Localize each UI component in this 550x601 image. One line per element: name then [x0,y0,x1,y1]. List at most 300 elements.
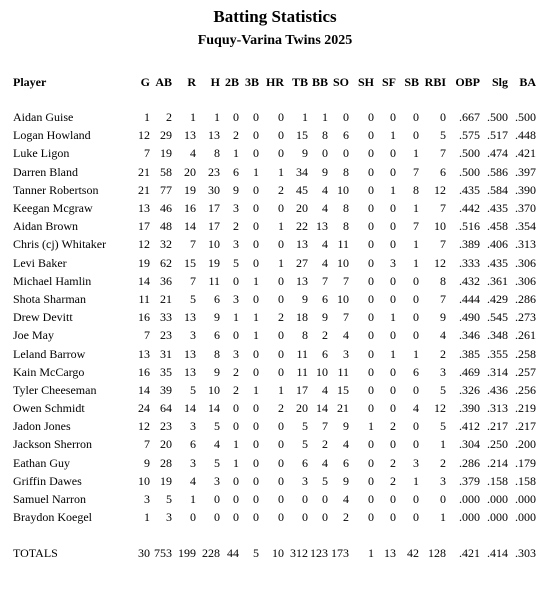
stat-g: 16 [138,310,150,325]
stat-ba: .397 [515,164,536,179]
stat-tb: 15 [296,128,308,143]
stat-sf: 13 [384,546,396,561]
table-row [8,490,536,508]
stat-tb: 0 [302,510,308,525]
stat-bb: 2 [322,328,328,343]
stat-ba: .261 [515,328,536,343]
header-ab: AB [155,75,172,89]
stat-rbi: 128 [428,546,446,561]
stat-rbi: 2 [440,346,446,361]
stat-r: 3 [190,328,196,343]
stat-g: 12 [138,237,150,252]
player-name: Chris (cj) Whitaker [13,237,107,252]
stat-sb: 1 [413,473,419,488]
spacer-cell [8,526,536,544]
stat-hr: 0 [278,291,284,306]
stat-sh: 0 [368,255,374,270]
stat-h: 6 [214,291,220,306]
table-row [8,326,536,344]
stat-slg: .355 [487,346,508,361]
stat-slg: .436 [487,382,508,397]
stat-3b: 0 [253,255,259,270]
stat-slg: .414 [487,546,508,561]
stat-rbi: 5 [440,382,446,397]
stat-tb: 3 [302,473,308,488]
stat-bb: 4 [322,255,328,270]
stat-3b: 0 [253,110,259,125]
stat-slg: .406 [487,237,508,252]
stat-r: 199 [178,546,196,561]
stat-slg: .517 [487,128,508,143]
stat-2b: 2 [233,382,239,397]
stat-h: 0 [214,510,220,525]
stat-so: 2 [343,510,349,525]
stat-obp: .444 [459,291,480,306]
stat-sb: 0 [413,110,419,125]
stat-sb: 0 [413,273,419,288]
stat-sh: 0 [368,291,374,306]
stat-3b: 0 [253,182,259,197]
stat-3b: 0 [253,437,259,452]
stat-g: 19 [138,255,150,270]
stat-bb: 13 [316,219,328,234]
stat-ab: 19 [160,146,172,161]
stat-obp: .435 [459,182,480,197]
stat-sf: 0 [390,273,396,288]
stat-hr: 0 [278,201,284,216]
stat-sh: 0 [368,164,374,179]
stat-r: 1 [190,110,196,125]
header-sf: SF [381,75,396,89]
stat-tb: 18 [296,310,308,325]
stat-h: 9 [214,364,220,379]
stat-sb: 0 [413,310,419,325]
stat-sf: 0 [390,201,396,216]
stat-3b: 0 [253,291,259,306]
stat-so: 6 [343,455,349,470]
stat-2b: 44 [227,546,239,561]
stat-ba: .313 [515,237,536,252]
stat-sb: 42 [407,546,419,561]
header-2b: 2B [224,75,239,89]
spacer-row [8,92,536,108]
stat-sb: 0 [413,382,419,397]
player-name: Michael Hamlin [13,273,92,288]
stat-g: 9 [144,455,150,470]
stat-sh: 0 [368,364,374,379]
stat-obp: .667 [459,110,480,125]
stat-ab: 35 [160,364,172,379]
stat-sf: 1 [390,128,396,143]
stat-bb: 9 [322,310,328,325]
stat-sb: 6 [413,364,419,379]
stat-tb: 6 [302,455,308,470]
player-name: Owen Schmidt [13,401,85,416]
stat-tb: 34 [296,164,308,179]
stat-2b: 0 [233,419,239,434]
stat-ab: 62 [160,255,172,270]
stat-bb: 7 [322,419,328,434]
stat-3b: 0 [253,128,259,143]
header-player: Player [13,75,47,89]
stat-slg: .584 [487,182,508,197]
stat-ab: 36 [160,273,172,288]
header-sh: SH [357,75,374,89]
stat-ab: 753 [154,546,172,561]
stat-r: 20 [184,164,196,179]
stat-sf: 2 [390,419,396,434]
stat-slg: .000 [487,510,508,525]
stat-h: 8 [214,346,220,361]
stat-3b: 0 [253,219,259,234]
player-name: Leland Barrow [13,346,86,361]
stat-bb: 4 [322,455,328,470]
stat-bb: 4 [322,201,328,216]
header-obp: OBP [455,75,480,89]
stat-2b: 5 [233,255,239,270]
stat-sf: 0 [390,237,396,252]
stat-sf: 0 [390,110,396,125]
player-name: Joe May [13,328,54,343]
table-row [8,435,536,453]
header-3b: 3B [244,75,259,89]
stat-ba: .000 [515,510,536,525]
stat-sh: 1 [368,419,374,434]
table-row [8,254,536,272]
stat-h: 10 [208,382,220,397]
stat-tb: 9 [302,291,308,306]
stat-g: 13 [138,346,150,361]
stat-sf: 2 [390,473,396,488]
stat-sf: 0 [390,164,396,179]
spacer-row [8,526,536,544]
stat-g: 7 [144,328,150,343]
stat-sh: 0 [368,328,374,343]
stat-ba: .306 [515,255,536,270]
stat-tb: 27 [296,255,308,270]
stat-sf: 0 [390,401,396,416]
stat-ba: .256 [515,382,536,397]
stat-r: 3 [190,419,196,434]
table-row [8,108,536,126]
stat-g: 21 [138,164,150,179]
stat-3b: 0 [253,237,259,252]
table-row [8,472,536,490]
stat-hr: 0 [278,510,284,525]
table-row [8,508,536,526]
table-row [8,290,536,308]
stat-2b: 0 [233,473,239,488]
stat-ab: 21 [160,291,172,306]
stat-slg: .000 [487,492,508,507]
stat-bb: 123 [310,546,328,561]
player-name: Luke Ligon [13,146,70,161]
stat-rbi: 5 [440,128,446,143]
stat-so: 8 [343,219,349,234]
stat-sb: 0 [413,419,419,434]
stat-3b: 0 [253,455,259,470]
stat-sf: 1 [390,346,396,361]
table-row [8,163,536,181]
stat-so: 9 [343,419,349,434]
stat-sf: 2 [390,455,396,470]
stat-slg: .217 [487,419,508,434]
stat-r: 3 [190,455,196,470]
stat-bb: 4 [322,182,328,197]
stat-h: 5 [214,419,220,434]
stat-ba: .000 [515,492,536,507]
player-name: Logan Howland [13,128,91,143]
table-row [8,235,536,253]
player-name: Darren Bland [13,164,78,179]
stat-hr: 0 [278,128,284,143]
stat-h: 0 [214,492,220,507]
stat-obp: .379 [459,473,480,488]
stat-tb: 9 [302,146,308,161]
stat-sh: 0 [368,146,374,161]
stat-sb: 1 [413,201,419,216]
stat-ab: 28 [160,455,172,470]
stat-hr: 0 [278,455,284,470]
stat-bb: 14 [316,401,328,416]
stat-sf: 0 [390,328,396,343]
stat-g: 1 [144,110,150,125]
stat-rbi: 1 [440,437,446,452]
stat-2b: 3 [233,201,239,216]
player-name: Aidan Brown [13,219,78,234]
player-name: Tyler Cheeseman [13,382,97,397]
stat-hr: 2 [278,310,284,325]
stat-rbi: 7 [440,201,446,216]
stat-hr: 2 [278,401,284,416]
stat-g: 3 [144,492,150,507]
stat-obp: .000 [459,510,480,525]
stat-rbi: 12 [434,255,446,270]
stat-g: 1 [144,510,150,525]
stat-rbi: 6 [440,164,446,179]
stat-bb: 0 [322,510,328,525]
stat-rbi: 10 [434,219,446,234]
stat-so: 10 [337,291,349,306]
stat-so: 9 [343,473,349,488]
header-bb: BB [311,75,328,89]
header-hr: HR [266,75,284,89]
stat-g: 30 [138,546,150,561]
stat-ba: .286 [515,291,536,306]
player-name: Drew Devitt [13,310,73,325]
stat-h: 19 [208,255,220,270]
player-name: Jadon Jones [13,419,71,434]
stat-so: 7 [343,273,349,288]
stat-sh: 0 [368,310,374,325]
stat-sf: 0 [390,382,396,397]
stat-ba: .257 [515,364,536,379]
stat-sh: 0 [368,110,374,125]
stat-2b: 0 [233,401,239,416]
stat-slg: .474 [487,146,508,161]
stat-3b: 0 [253,364,259,379]
stat-h: 5 [214,455,220,470]
table-row [8,126,536,144]
stat-ba: .217 [515,419,536,434]
stat-so: 0 [343,146,349,161]
stat-slg: .435 [487,201,508,216]
stat-hr: 0 [278,419,284,434]
stat-tb: 8 [302,328,308,343]
stat-g: 17 [138,219,150,234]
stat-2b: 1 [233,146,239,161]
stat-hr: 1 [278,219,284,234]
player-name: Eathan Guy [13,455,70,470]
header-row [8,72,536,92]
stat-3b: 0 [253,201,259,216]
stat-g: 14 [138,273,150,288]
stat-so: 10 [337,182,349,197]
header-so: SO [332,75,349,89]
player-name: Braydon Koegel [13,510,92,525]
stat-sh: 0 [368,182,374,197]
spacer-cell [8,92,536,108]
stat-ab: 3 [166,510,172,525]
table-row [8,199,536,217]
stat-rbi: 7 [440,146,446,161]
stat-ab: 23 [160,328,172,343]
stat-r: 13 [184,128,196,143]
stat-2b: 3 [233,346,239,361]
stat-obp: .389 [459,237,480,252]
stat-bb: 1 [322,110,328,125]
player-name: TOTALS [13,546,58,561]
stat-sf: 0 [390,219,396,234]
stat-ab: 29 [160,128,172,143]
stat-so: 15 [337,382,349,397]
stat-g: 7 [144,146,150,161]
stat-sf: 0 [390,146,396,161]
stat-so: 0 [343,110,349,125]
stat-3b: 0 [253,510,259,525]
stat-sf: 0 [390,510,396,525]
stat-ba: .158 [515,473,536,488]
stat-slg: .348 [487,328,508,343]
player-name: Samuel Narron [13,492,86,507]
stat-rbi: 2 [440,455,446,470]
stat-h: 8 [214,146,220,161]
player-name: Levi Baker [13,255,67,270]
player-name: Jackson Sherron [13,437,92,452]
stat-obp: .442 [459,201,480,216]
stat-obp: .333 [459,255,480,270]
header-rbi: RBI [424,75,446,89]
stat-r: 5 [190,382,196,397]
stat-r: 6 [190,437,196,452]
header-sb: SB [404,75,419,89]
stat-2b: 1 [233,437,239,452]
stat-ab: 33 [160,310,172,325]
stat-bb: 6 [322,291,328,306]
stat-ab: 5 [166,492,172,507]
stat-so: 4 [343,437,349,452]
stat-sf: 0 [390,492,396,507]
stat-slg: .545 [487,310,508,325]
stat-r: 1 [190,492,196,507]
stat-ab: 48 [160,219,172,234]
stat-2b: 1 [233,310,239,325]
stat-ba: .200 [515,437,536,452]
player-name: Shota Sharman [13,291,86,306]
stat-obp: .390 [459,401,480,416]
stat-slg: .500 [487,110,508,125]
stat-sh: 0 [368,473,374,488]
stat-sb: 3 [413,455,419,470]
stat-ab: 39 [160,382,172,397]
stat-ba: .306 [515,273,536,288]
stat-sh: 0 [368,492,374,507]
stat-slg: .158 [487,473,508,488]
stat-sh: 0 [368,128,374,143]
stat-sb: 7 [413,164,419,179]
stat-g: 12 [138,128,150,143]
stat-hr: 10 [272,546,284,561]
stat-ab: 2 [166,110,172,125]
stat-sb: 0 [413,328,419,343]
stat-h: 11 [208,273,220,288]
stat-r: 4 [190,146,196,161]
stat-obp: .516 [459,219,480,234]
stat-sh: 0 [368,401,374,416]
table-row [8,344,536,362]
stat-bb: 9 [322,164,328,179]
stat-obp: .490 [459,310,480,325]
stat-slg: .429 [487,291,508,306]
stat-bb: 10 [316,364,328,379]
stat-2b: 9 [233,182,239,197]
stat-tb: 45 [296,182,308,197]
stat-sf: 3 [390,255,396,270]
stat-so: 21 [337,401,349,416]
stat-bb: 0 [322,146,328,161]
stat-g: 7 [144,437,150,452]
stat-h: 10 [208,237,220,252]
stat-hr: 0 [278,146,284,161]
stat-rbi: 4 [440,328,446,343]
stat-ba: .303 [515,546,536,561]
stat-h: 228 [202,546,220,561]
stat-h: 9 [214,310,220,325]
stat-2b: 0 [233,110,239,125]
stat-rbi: 5 [440,419,446,434]
stat-hr: 1 [278,255,284,270]
stat-sf: 0 [390,364,396,379]
stat-3b: 0 [253,146,259,161]
stat-g: 10 [138,473,150,488]
stat-hr: 1 [278,164,284,179]
stat-3b: 1 [253,310,259,325]
totals-row [8,544,536,562]
stat-hr: 0 [278,328,284,343]
stat-obp: .326 [459,382,480,397]
stat-sh: 0 [368,437,374,452]
stat-obp: .500 [459,164,480,179]
stat-sb: 1 [413,255,419,270]
stat-bb: 0 [322,492,328,507]
stat-so: 4 [343,328,349,343]
stat-sh: 0 [368,237,374,252]
stat-ba: .421 [515,146,536,161]
stat-sh: 0 [368,510,374,525]
table-row [8,417,536,435]
header-h: H [210,75,220,89]
stat-g: 11 [138,291,150,306]
